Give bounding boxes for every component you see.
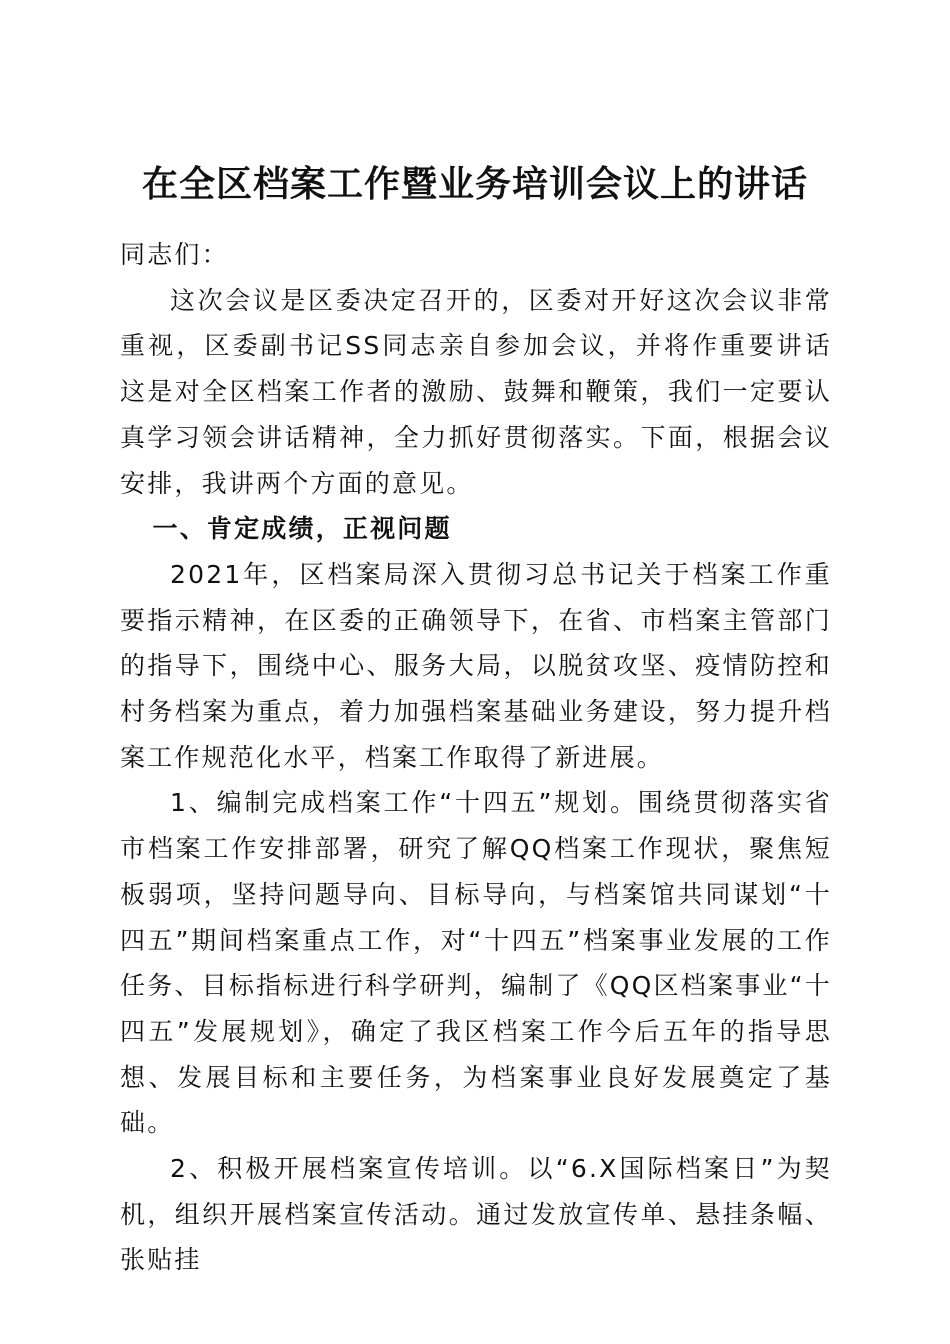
paragraph-achievements-intro: 2021年，区档案局深入贯彻习总书记关于档案工作重要指示精神，在区委的正确领导下，在省、市档案主管部门的指导下，围绕中心、服务大局，以脱贫攻坚、疫情防控和村务档案为重点，着力加强档案基础业务建设，努力提升档案工作规范化水平，档案工作取得了新进展。	[120, 559, 832, 772]
section-heading-1: 一、肯定成绩，正视问题	[152, 514, 452, 544]
paragraph-item-1-plan: 1、编制完成档案工作“十四五”规划。围绕贯彻落实省市档案工作安排部署，研究了解QQ档案工作现状，聚焦短板弱项，坚持问题导向、目标导向，与档案馆共同谋划“十四五”期间档案重点工作，对“十四五”档案事业发展的工作任务、目标指标进行科学研判，编制了《QQ区档案事业“十四五”发展规划》，确定了我区档案工作今后五年的指导思想、发展目标和主要任务，为档案事业良好发展奠定了基础。	[120, 788, 832, 1138]
paragraph-item-2-training: 2、积极开展档案宣传培训。以“6.X国际档案日”为契机，组织开展档案宣传活动。通过发放宣传单、悬挂条幅、张贴挂	[120, 1154, 832, 1275]
document-body	[120, 232, 832, 1283]
salutation: 同志们：	[120, 240, 229, 269]
document-title: 在全区档案工作暨业务培训会议上的讲话	[141, 163, 808, 206]
paragraph-opening: 这次会议是区委决定召开的，区委对开好这次会议非常重视，区委副书记SS同志亲自参加会议，并将作重要讲话这是对全区档案工作者的激励、鼓舞和鞭策，我们一定要认真学习领会讲话精神，全力抓好贯彻落实。下面，根据会议安排，我讲两个方面的意见。	[120, 285, 832, 498]
